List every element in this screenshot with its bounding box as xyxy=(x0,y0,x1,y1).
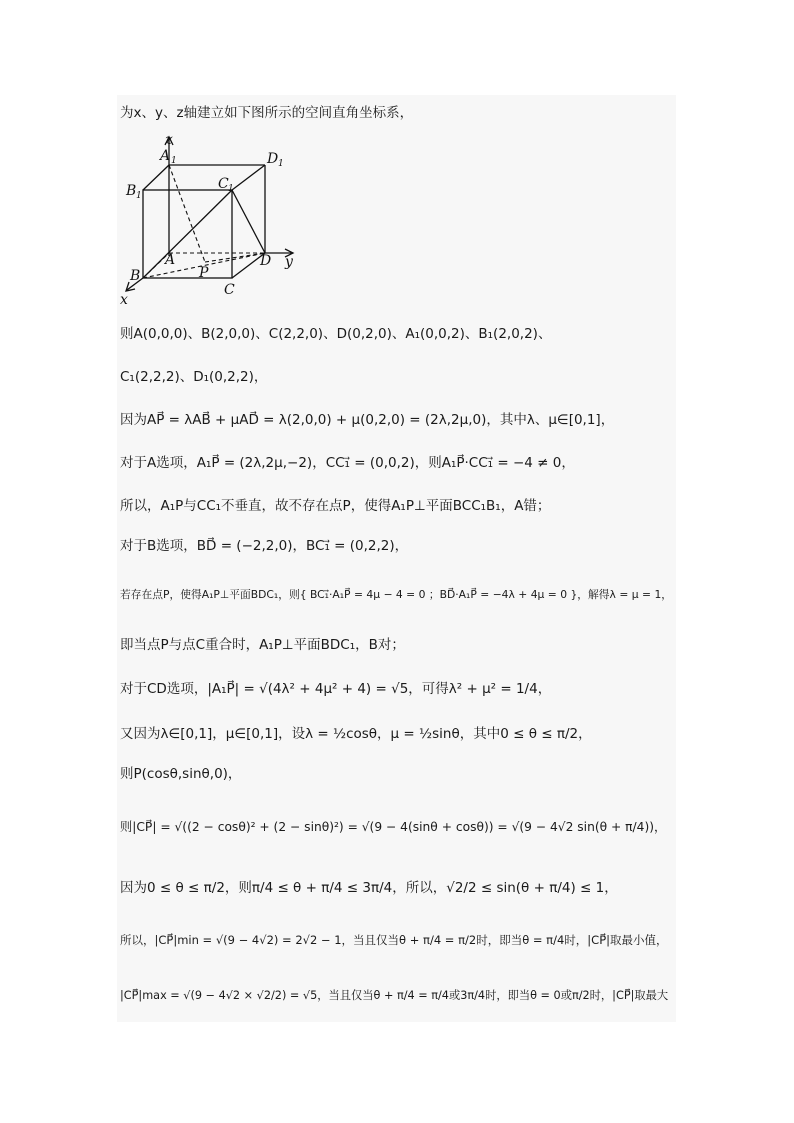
label-D1: D xyxy=(267,151,279,167)
solution-line-4: 对于A选项，A₁P⃗ = (2λ,2μ,−2)，CC₁⃗ = (0,0,2)，则A₁P⃗·CC₁⃗ = −4 ≠ 0， xyxy=(120,455,575,471)
label-D: D xyxy=(260,253,272,269)
label-x: x xyxy=(120,292,128,308)
svg-text:1: 1 xyxy=(171,156,177,166)
solution-line-9: 对于CD选项，|A₁P⃗| = √(4λ² + 4μ² + 4) = √5，可得λ² + μ² = 1/4， xyxy=(120,681,552,697)
solution-line-5: 所以，A₁P与CC₁不垂直，故不存在点P，使得A₁P⊥平面BCC₁B₁，A错； xyxy=(120,498,551,514)
solution-line-12: 则|CP⃗| = √((2 − cosθ)² + (2 − sinθ)²) = √(9 − 4(sinθ + cosθ)) = √(9 − 4√2 sin(θ + π/4))， xyxy=(120,820,667,834)
diag-BC1 xyxy=(143,190,232,278)
intro-text: 为x、y、z轴建立如下图所示的空间直角坐标系， xyxy=(120,105,414,121)
solution-line-3: 因为AP⃗ = λAB⃗ + μAD⃗ = λ(2,0,0) + μ(0,2,0) = (2λ,2μ,0)，其中λ、μ∈[0,1]， xyxy=(120,412,615,428)
label-z: z xyxy=(165,132,173,148)
svg-text:1: 1 xyxy=(278,159,284,169)
solution-line-2: C₁(2,2,2)、D₁(0,2,2)， xyxy=(120,369,268,385)
svg-text:1: 1 xyxy=(136,191,142,201)
label-C: C xyxy=(224,282,235,298)
solution-line-14: 所以，|CP⃗|min = √(9 − 4√2) = 2√2 − 1，当且仅当θ + π/4 = π/2时，即当θ = π/4时，|CP⃗|取最小值， xyxy=(120,933,668,947)
label-y: y xyxy=(285,254,293,270)
label-B1: B xyxy=(126,183,137,199)
solution-line-13: 因为0 ≤ θ ≤ π/2，则π/4 ≤ θ + π/4 ≤ 3π/4，所以，√2/2 ≤ sin(θ + π/4) ≤ 1， xyxy=(120,880,618,896)
svg-text:1: 1 xyxy=(228,184,234,194)
hidden-PD xyxy=(205,253,265,262)
solution-line-6: 对于B选项，BD⃗ = (−2,2,0)，BC₁⃗ = (0,2,2)， xyxy=(120,538,409,554)
cube-figure xyxy=(117,130,307,310)
solution-line-10: 又因为λ∈[0,1]，μ∈[0,1]，设λ = ½cosθ，μ = ½sinθ，其中0 ≤ θ ≤ π/2， xyxy=(120,726,592,742)
label-C1: C xyxy=(218,176,229,192)
label-A: A xyxy=(165,252,176,268)
solution-line-11: 则P(cosθ,sinθ,0)， xyxy=(120,766,242,782)
diag-C1D xyxy=(232,190,265,253)
solution-line-7: 若存在点P，使得A₁P⊥平面BDC₁，则{ BC₁⃗·A₁P⃗ = 4μ − 4 = 0 ；BD⃗·A₁P⃗ = −4λ + 4μ = 0 }，解得λ = μ = 1， xyxy=(120,588,673,601)
label-B: B xyxy=(130,268,141,284)
solution-line-1: 则A(0,0,0)、B(2,0,0)、C(2,2,0)、D(0,2,0)、A₁(0,0,2)、B₁(2,0,2)、 xyxy=(120,326,552,342)
label-P: P xyxy=(199,265,209,281)
solution-line-15: |CP⃗|max = √(9 − 4√2 × √2/2) = √5，当且仅当θ + π/4 = π/4或3π/4时，即当θ = 0或π/2时，|CP⃗|取最大 xyxy=(120,989,669,1002)
solution-line-8: 即当点P与点C重合时，A₁P⊥平面BDC₁，B对； xyxy=(120,637,405,653)
label-A1: A xyxy=(160,148,171,164)
